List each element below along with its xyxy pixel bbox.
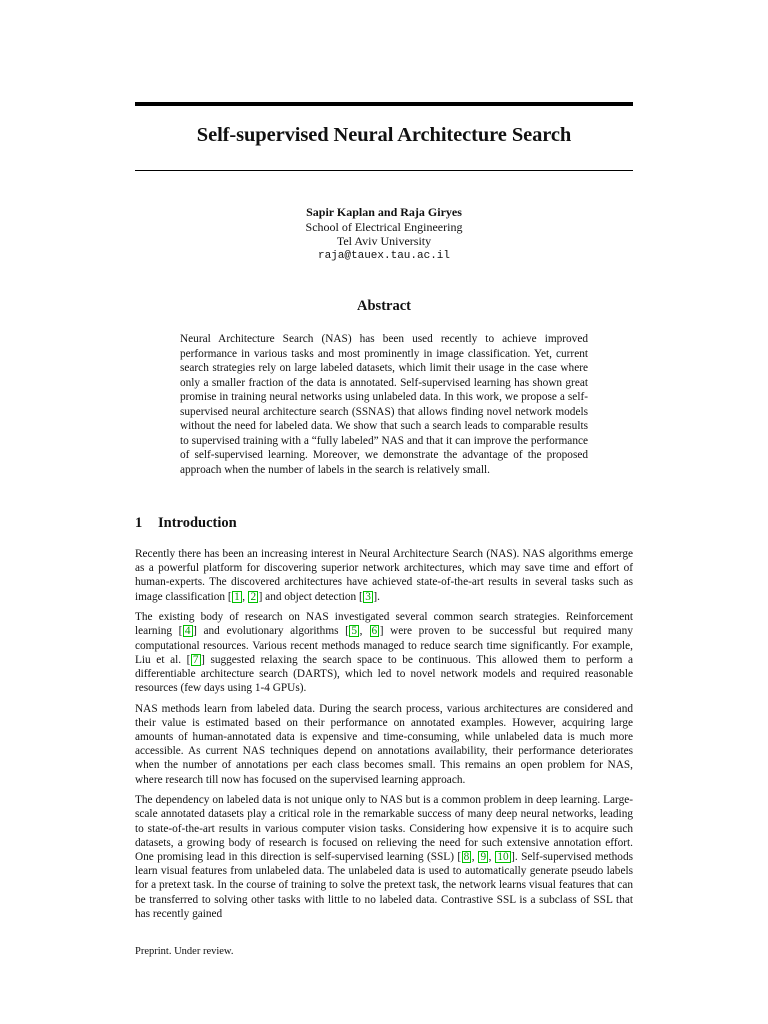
citation-link[interactable]: 3 <box>365 590 371 603</box>
paragraph-2 <box>135 610 633 695</box>
section-number: 1 <box>135 515 143 531</box>
title-top-rule <box>135 102 633 106</box>
citation-link[interactable]: 7 <box>192 653 199 666</box>
citation-link[interactable]: 10 <box>497 850 509 863</box>
title-bottom-rule <box>135 170 633 171</box>
citation-link[interactable]: 9 <box>480 850 487 863</box>
citation-link[interactable]: 5 <box>351 625 358 638</box>
paper-title: Self-supervised Neural Architecture Search <box>196 124 572 146</box>
paragraph-1 <box>135 547 633 604</box>
text-run: The dependency on labeled data is not unique only to NAS but is a common problem in deep learning. Large-scale annotated datasets play a critical role in the remarkable success of many deep neural networks, leading to state-of-the-art results in various computer vision tasks. Considering how expensive it is to acquire such datasets, a growing body of research is focused on relieving the need for such extensive annotation effort. One promising lead in this direction is self-supervised learning (SSL) [ <box>135 794 633 863</box>
preprint-footer: Preprint. Under review. <box>135 946 234 957</box>
text-run: , <box>242 590 248 603</box>
section-heading <box>135 515 633 532</box>
text-run: , <box>359 625 370 638</box>
text-run: ] and object detection [ <box>258 590 363 603</box>
citation-link[interactable]: 1 <box>234 590 240 603</box>
paragraph-4 <box>135 793 633 921</box>
text-run: ] suggested relaxing the search space to be continuous. This allowed them to perform a differentiable architecture search (DARTS), which led to novel network models and required reasonable resources (few days using 1-4 GPUs). <box>135 653 633 695</box>
author-affiliation: School of Electrical Engineering <box>305 219 463 234</box>
text-run: , <box>471 850 478 863</box>
author-block <box>135 205 633 263</box>
text-run: The existing body of research on NAS investigated several common search strategies. Reinforcement learning [ <box>135 611 633 638</box>
abstract-heading: Abstract <box>357 298 411 314</box>
section-title: Introduction <box>158 515 237 531</box>
abstract-text: Neural Architecture Search (NAS) has been used recently to achieve improved performance in various tasks and most prominently in image classification. Yet, current search strategies rely on large labeled datasets, which limit their usage in the case where only a smaller fraction of the data is annotated. Self-supervised learning has shown great promise in training neural networks using unlabeled data. In this work, we propose a self-supervised neural architecture search (SSNAS) that allows finding novel network models without the need for labeled data. We show that such a search leads to comparable results to supervised training with a “fully labeled” NAS and that it can improve the performance of self-supervised learning. Moreover, we demonstrate the advantage of the proposed approach when the number of labels in the search is relatively small. <box>180 333 588 476</box>
citation-link[interactable]: 8 <box>463 850 470 863</box>
text-run: ] and evolutionary algorithms [ <box>193 625 349 638</box>
text-run: , <box>488 850 495 863</box>
introduction-body <box>135 547 633 927</box>
text-run: ]. Self-supervised methods learn visual features from unlabeled data. The unlabeled data is used to automatically generate pseudo labels for a pretext task. In the course of training to solve the pretext task, the network learns visual features that can be transferred to solving other tasks with little to no labeled data. Contrastive SSL is a subclass of SSL that has recently gained <box>135 850 633 920</box>
text-run: Recently there has been an increasing interest in Neural Architecture Search (NAS). NAS algorithms emerge as a powerful platform for discovering superior network architectures, which may save time and effort of human-experts. The discovered architectures have achieved state-of-the-art results in several tasks such as image classification [ <box>135 548 633 603</box>
paragraph-3: NAS methods learn from labeled data. During the search process, various architectures are considered and their value is estimated based on their performance on annotated examples. However, acquiring large amounts of human-annotated data is expensive and time-consuming, while unlabeled data is much more accessible. As current NAS techniques depend on annotations availability, their performance deteriorates when the number of annotations per each class becomes small. This remains an open problem for NAS, where research till now has focused on the supervised learning approach. <box>135 702 633 786</box>
text-run: ]. <box>373 590 380 603</box>
citation-link[interactable]: 6 <box>371 625 378 638</box>
citation-link[interactable]: 4 <box>184 625 191 638</box>
citation-link[interactable]: 2 <box>250 590 257 603</box>
author-university: Tel Aviv University <box>336 234 432 248</box>
author-names: Sapir Kaplan and Raja Giryes <box>306 205 462 219</box>
author-email: raja@tauex.tau.ac.il <box>317 249 451 262</box>
text-run: ] were proven to be successful but required many computational resources. Various recent methods managed to reduce search time significantly. For example, Liu et al. [ <box>135 625 633 666</box>
